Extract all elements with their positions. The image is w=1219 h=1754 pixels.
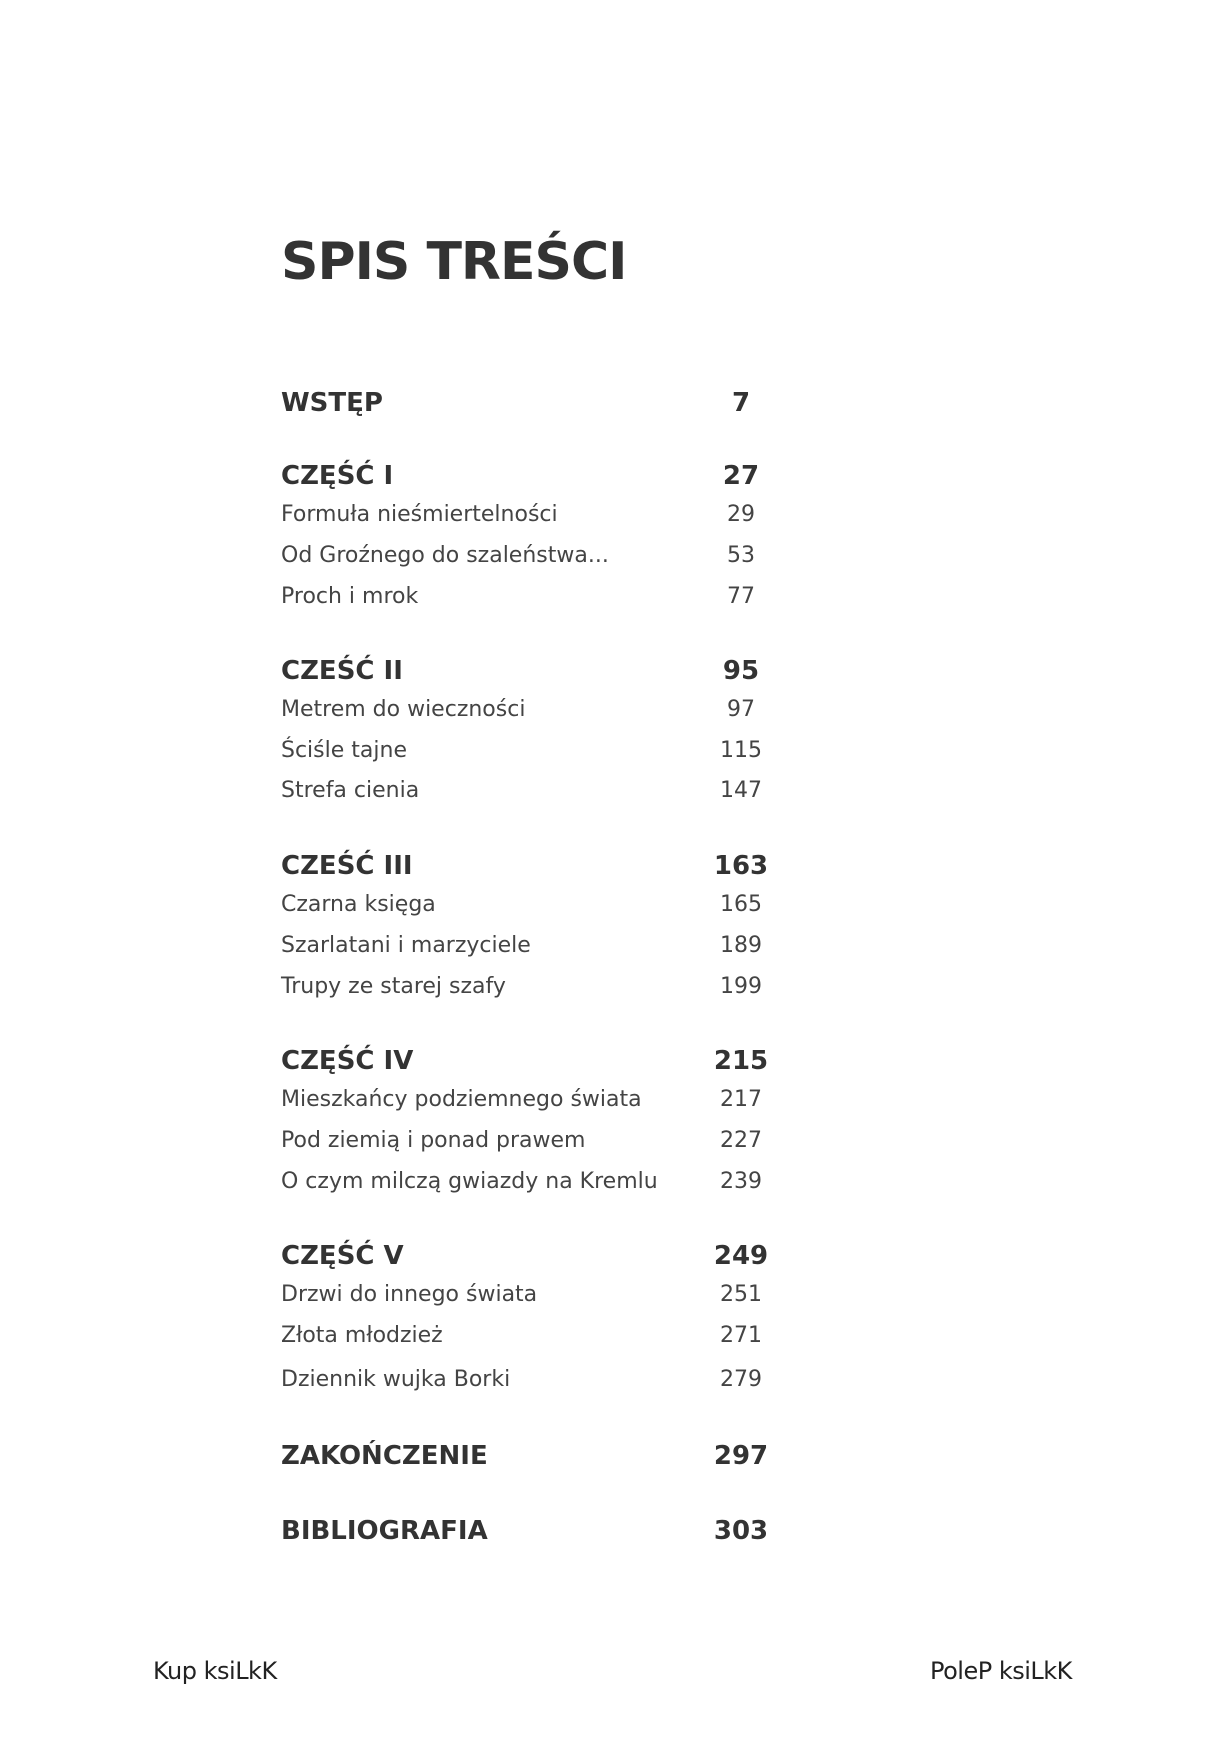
toc-section-heading bbox=[281, 851, 791, 887]
toc-chapter-entry bbox=[281, 584, 791, 620]
footer-buy-book[interactable]: Kup ksiLkK bbox=[153, 1657, 277, 1685]
toc-entry-page-number: 271 bbox=[720, 1323, 762, 1348]
toc-entry-page-number: 215 bbox=[713, 1046, 769, 1076]
toc-entry-page-number: 199 bbox=[720, 974, 762, 999]
toc-chapter-entry bbox=[281, 1169, 791, 1205]
toc-section-heading bbox=[281, 461, 791, 497]
toc-entry-title: Czarna księga bbox=[281, 892, 436, 917]
toc-entry-page-number: 53 bbox=[727, 543, 755, 568]
toc-chapter-entry bbox=[281, 933, 791, 969]
toc-entry-page-number: 303 bbox=[713, 1516, 769, 1546]
toc-entry-page-number: 115 bbox=[720, 738, 762, 763]
toc-entry-title: Formuła nieśmiertelności bbox=[281, 502, 558, 527]
page-title: SPIS TREŚCI bbox=[281, 232, 627, 292]
toc-section-heading bbox=[281, 1441, 791, 1477]
toc-entry-page-number: 249 bbox=[713, 1241, 769, 1271]
toc-chapter-entry bbox=[281, 892, 791, 928]
toc-entry-title: CZEŚĆ III bbox=[281, 851, 413, 881]
toc-chapter-entry bbox=[281, 543, 791, 579]
toc-entry-page-number: 217 bbox=[720, 1087, 762, 1112]
toc-entry-title: ZAKOŃCZENIE bbox=[281, 1441, 488, 1471]
toc-entry-page-number: 251 bbox=[720, 1282, 762, 1307]
toc-chapter-entry bbox=[281, 974, 791, 1010]
toc-entry-title: Drzwi do innego świata bbox=[281, 1282, 538, 1307]
toc-entry-title: Od Groźnego do szaleństwa... bbox=[281, 543, 609, 568]
toc-chapter-entry bbox=[281, 1282, 791, 1318]
toc-entry-page-number: 147 bbox=[720, 778, 762, 803]
toc-chapter-entry bbox=[281, 738, 791, 774]
toc-entry-title: WSTĘP bbox=[281, 388, 383, 418]
toc-chapter-entry bbox=[281, 502, 791, 538]
toc-section-heading bbox=[281, 1516, 791, 1552]
toc-entry-title: CZĘŚĆ IV bbox=[281, 1046, 414, 1076]
toc-chapter-entry bbox=[281, 1367, 791, 1403]
toc-entry-title: Złota młodzież bbox=[281, 1323, 443, 1348]
toc-entry-page-number: 7 bbox=[731, 388, 751, 418]
toc-chapter-entry bbox=[281, 697, 791, 733]
toc-entry-title: CZĘŚĆ I bbox=[281, 461, 394, 491]
toc-entry-title: Szarlatani i marzyciele bbox=[281, 933, 531, 958]
toc-chapter-entry bbox=[281, 1128, 791, 1164]
toc-entry-page-number: 189 bbox=[720, 933, 762, 958]
toc-chapter-entry bbox=[281, 1087, 791, 1123]
footer-recommend-book[interactable]: PoleP ksiLkK bbox=[930, 1657, 1072, 1685]
toc-entry-page-number: 163 bbox=[713, 851, 769, 881]
toc-entry-title: Strefa cienia bbox=[281, 778, 420, 803]
toc-entry-title: Metrem do wieczności bbox=[281, 697, 526, 722]
toc-entry-title: O czym milczą gwiazdy na Kremlu bbox=[281, 1169, 658, 1194]
toc-entry-page-number: 29 bbox=[727, 502, 755, 527]
toc-entry-page-number: 297 bbox=[713, 1441, 769, 1471]
toc-entry-page-number: 227 bbox=[720, 1128, 762, 1153]
toc-entry-title: Trupy ze starej szafy bbox=[281, 974, 506, 999]
toc-entry-title: Dziennik wujka Borki bbox=[281, 1367, 511, 1392]
toc-section-heading bbox=[281, 388, 791, 424]
toc-chapter-entry bbox=[281, 778, 791, 814]
toc-section-heading bbox=[281, 1241, 791, 1277]
toc-entry-page-number: 97 bbox=[727, 697, 755, 722]
toc-entry-title: Proch i mrok bbox=[281, 584, 419, 609]
toc-entry-title: CZĘŚĆ V bbox=[281, 1241, 404, 1271]
toc-entry-page-number: 279 bbox=[720, 1367, 762, 1392]
toc-entry-title: BIBLIOGRAFIA bbox=[281, 1516, 488, 1546]
toc-entry-page-number: 165 bbox=[720, 892, 762, 917]
toc-entry-title: CZEŚĆ II bbox=[281, 656, 403, 686]
toc-section-heading bbox=[281, 1046, 791, 1082]
toc-entry-title: Ściśle tajne bbox=[281, 738, 407, 763]
toc-entry-page-number: 239 bbox=[720, 1169, 762, 1194]
toc-entry-page-number: 95 bbox=[722, 656, 760, 686]
toc-entry-page-number: 77 bbox=[727, 584, 755, 609]
toc-section-heading bbox=[281, 656, 791, 692]
toc-chapter-entry bbox=[281, 1323, 791, 1359]
toc-entry-title: Pod ziemią i ponad prawem bbox=[281, 1128, 586, 1153]
toc-entry-page-number: 27 bbox=[722, 461, 760, 491]
toc-entry-title: Mieszkańcy podziemnego świata bbox=[281, 1087, 642, 1112]
